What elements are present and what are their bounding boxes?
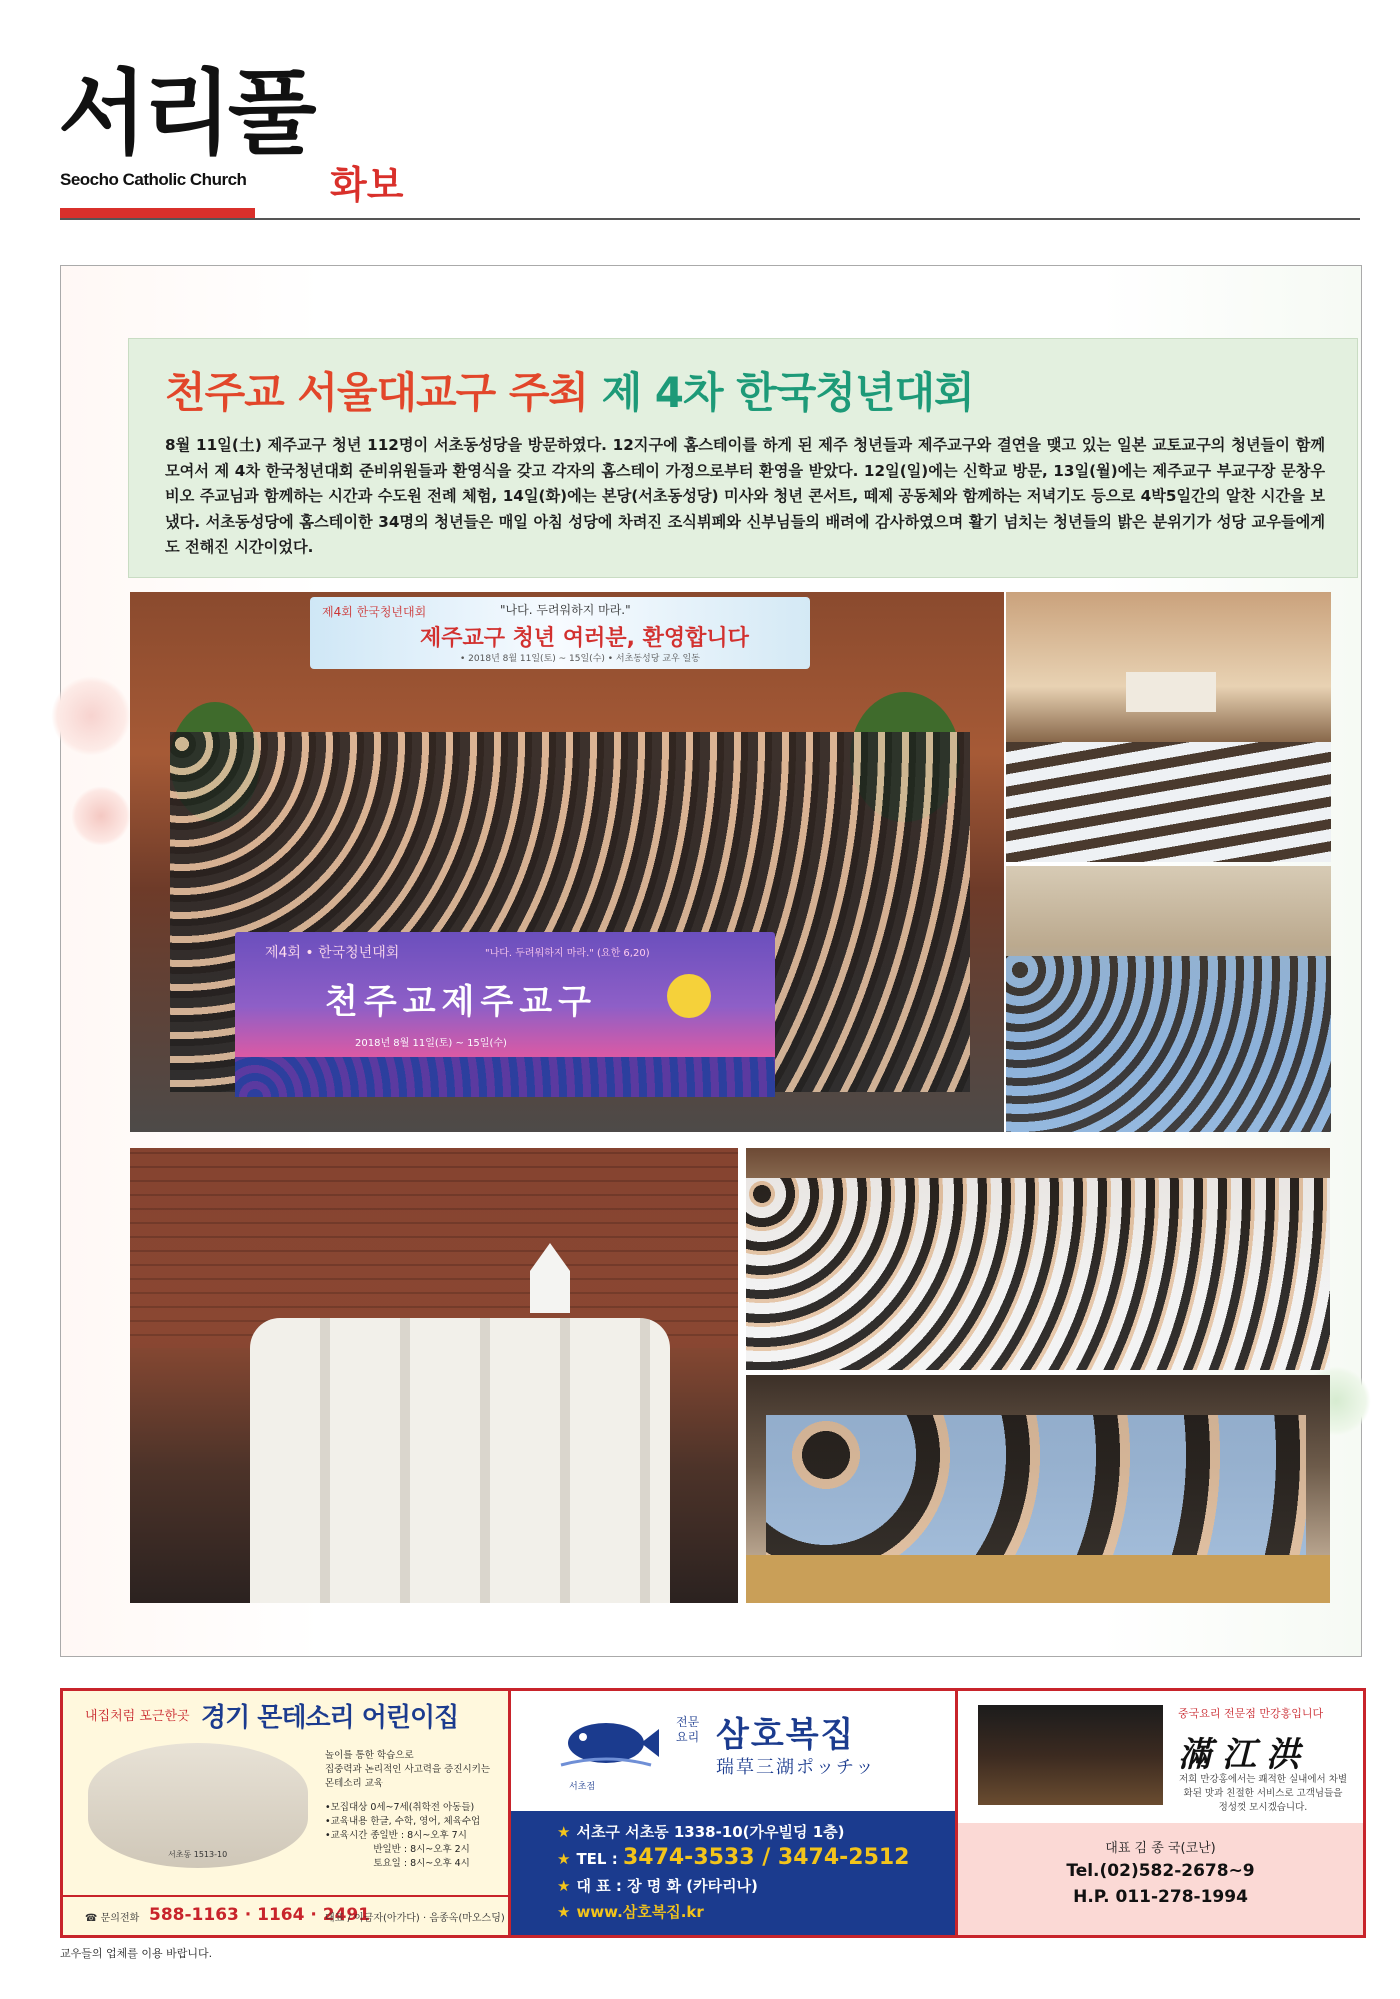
welcome-banner-event: 제4회 한국청년대회 <box>322 605 427 619</box>
kindergarten-intro-line: 집중력과 논리적인 사고력을 증진시키는 <box>325 1764 491 1775</box>
ad-samho-restaurant <box>508 1688 958 1938</box>
headline-host: 천주교 서울대교구 주최 <box>165 368 588 417</box>
cross-emblem-icon <box>667 974 711 1018</box>
blossom-decoration <box>71 786 131 846</box>
restaurant-storefront-photo <box>978 1705 1163 1805</box>
restaurant-description: 저희 만강홍에서는 쾌적한 실내에서 차별화된 맛과 친절한 서비스로 고객님들을 정성껏 모시겠습니다. <box>1178 1774 1348 1813</box>
samho-address-line <box>557 1821 845 1842</box>
prayer-photo <box>1006 866 1331 1132</box>
kindergarten-representative: 대표 / 이금자(아가다) · 음종옥(마오스딩) <box>325 1913 505 1924</box>
article-body: 8월 11일(土) 제주교구 청년 112명이 서초동성당을 방문하였다. 12지구에 홈스테이를 하게 된 제주 청년들과 제주교구와 결연을 맺고 있는 일본 교토교구의 청년들이 함께 모여서 제 4차 한국청년대회 준비위원들과 환영식을 갖고 각자의 홈스테이 가정으로부터 환영을 받았다. 12일(일)에는 신학교 방문, 13일(월)에는 제주교구 부교구장 문창우 비오 주교님과 함께하는 시간과 수도원 전례 체험, 14일(화)에는 본당(서초동성당) 미사와 청년 콘서트, 떼제 공동체와 함께하는 저녁기도 등으로 4박5일간의 알찬 시간을 보냈다. 서초동성당에 홈스테이한 34명의 청년들은 매일 아침 성당에 차려진 조식뷔페와 신부님들의 배려에 감사하였으며 활기 넘치는 청년들의 밝은 분위기가 성당 교우들에게도 전해진 시간이었다. <box>165 436 1325 556</box>
welcome-banner-title: 제주교구 청년 여러분, 환영합니다 <box>420 626 749 651</box>
samho-tel-line <box>557 1845 910 1870</box>
restaurant-tel: Tel.(02)582-2678~9 <box>1066 1861 1255 1881</box>
kindergarten-intro-line: 놀이를 통한 학습으로 <box>325 1750 414 1761</box>
ad-chinese-restaurant <box>955 1688 1366 1938</box>
kindergarten-intro-line: 몬테소리 교육 <box>325 1778 384 1789</box>
kindergarten-tagline: 내집처럼 포근한곳 <box>85 1709 190 1724</box>
star-icon: ★ <box>557 1823 571 1841</box>
seated-youth <box>1006 956 1331 1132</box>
youth-crowd <box>746 1178 1330 1370</box>
clergy-procession-photo <box>130 1148 738 1603</box>
blossom-decoration <box>51 676 131 756</box>
kindergarten-phone: 588-1163 · 1164 · 2491 <box>149 1905 371 1925</box>
diocese-banner-event: 제4회 • 한국청년대회 <box>265 945 400 961</box>
star-icon: ★ <box>557 1850 571 1868</box>
samho-contact-panel <box>511 1811 955 1935</box>
diners <box>766 1415 1306 1555</box>
pews <box>1006 742 1331 862</box>
altar <box>1126 672 1216 712</box>
kindergarten-name: 경기 몬테소리 어린이집 <box>201 1703 459 1733</box>
kindergarten-location: 서초동 1513-10 <box>168 1850 228 1859</box>
article-headline <box>165 360 974 420</box>
kindergarten-contact <box>63 1895 508 1935</box>
restaurant-mobile: H.P. 011-278-1994 <box>1073 1887 1248 1907</box>
welcome-banner-footer: • 2018년 8월 11일(토) ~ 15일(수) • 서초동성당 교우 일동 <box>460 654 700 664</box>
diocese-banner <box>235 932 775 1097</box>
samho-address: 서초구 서초동 1338-10(가우빌딩 1층) <box>576 1823 845 1841</box>
section-title: 화보 <box>330 163 404 207</box>
masthead-title: 서리풀 <box>58 60 313 167</box>
dinner-table-photo <box>746 1375 1330 1603</box>
wave-pattern <box>235 1057 775 1097</box>
samho-owner: 대 표 : 장 명 화 (카타리나) <box>576 1877 758 1895</box>
restaurant-contact-panel <box>958 1823 1363 1935</box>
restaurant-tagline: 중국요리 전문점 만강홍입니다 <box>1178 1707 1324 1720</box>
cuisine-label: 전문요리 <box>676 1715 700 1744</box>
branch-label: 서초점 <box>569 1782 596 1792</box>
samho-owner-line <box>557 1875 758 1896</box>
welcome-banner <box>310 597 810 669</box>
diocese-banner-date: 2018년 8월 11일(토) ~ 15일(수) <box>355 1038 507 1049</box>
masthead-subtitle: Seocho Catholic Church <box>60 170 247 189</box>
group-photo <box>130 592 1004 1132</box>
header-rule <box>60 218 1360 220</box>
pufferfish-icon <box>551 1713 661 1771</box>
footnote: 교우들의 업체를 이용 바랍니다. <box>60 1947 213 1960</box>
tel-label: TEL : <box>576 1850 618 1868</box>
headline-event: 제 4차 한국청년대회 <box>601 368 974 417</box>
table <box>746 1555 1330 1603</box>
star-icon: ★ <box>557 1877 571 1895</box>
samho-tel: 3474-3533 / 3474-2512 <box>622 1845 910 1870</box>
diocese-banner-quote: "나다. 두려워하지 마라." (요한 6,20) <box>485 948 650 959</box>
ad-kindergarten <box>60 1688 511 1938</box>
kindergarten-detail-line: 토요일 : 8시~오후 4시 <box>325 1858 470 1869</box>
diocese-banner-title: 천주교제주교구 <box>325 982 597 1022</box>
kindergarten-info <box>325 1749 500 1871</box>
kindergarten-detail-line: 반일반 : 8시~오후 2시 <box>325 1844 470 1855</box>
kindergarten-detail-line: •교육시간 종일반 : 8시~오후 7시 <box>325 1830 467 1841</box>
samho-name: 삼호복집 <box>716 1715 856 1755</box>
welcome-banner-quote: "나다. 두려워하지 마라." <box>500 603 631 617</box>
samho-website: www.삼호복집.kr <box>576 1903 704 1921</box>
restaurant-representative: 대표 김 종 국(코난) <box>1105 1841 1216 1856</box>
samho-name-japanese: 瑞草三湖ポッチッ <box>716 1757 876 1778</box>
phone-label: ☎ 문의전화 <box>85 1913 140 1924</box>
mass-photo-altar <box>1006 592 1331 862</box>
samho-web-line <box>557 1901 704 1922</box>
white-vestments <box>250 1318 670 1603</box>
kindergarten-detail-line: •모집대상 0세~7세(취학전 아동들) <box>325 1802 475 1813</box>
kindergarten-detail-line: •교육내용 한글, 수학, 영어, 체육수업 <box>325 1816 481 1827</box>
youth-gathering-photo <box>746 1148 1330 1370</box>
restaurant-name: 滿江洪 <box>1178 1735 1310 1775</box>
star-icon: ★ <box>557 1903 571 1921</box>
